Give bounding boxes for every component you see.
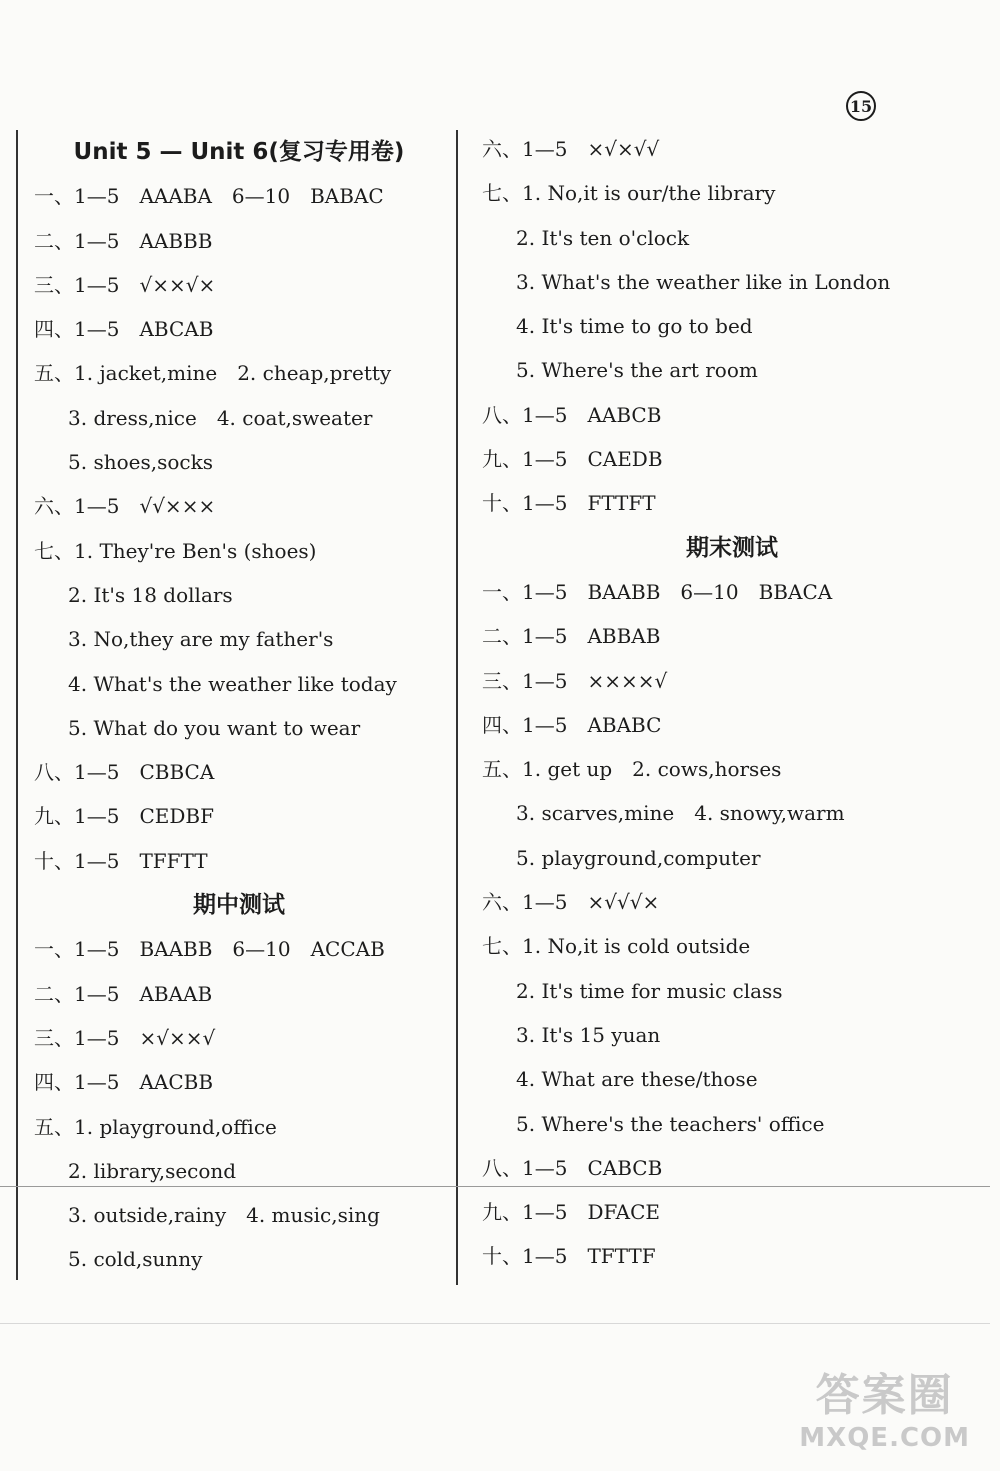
answer-line: 4. What's the weather like today [68,671,397,696]
answer-line: 六、1—5 ×√×√√ [482,137,660,161]
answer-line: 七、1. No,it is cold outside [482,934,751,959]
answer-line: 一、1—5 AAABA 6—10 BABAC [34,184,384,209]
answer-line: 五、1. playground,office [34,1114,277,1139]
answer-line: 5. Where's the teachers' office [516,1111,825,1136]
answer-line: 八、1—5 CABCB [482,1155,663,1180]
answer-line: 七、1. They're Ben's (shoes) [34,538,317,563]
answer-line: 二、1—5 AABBB [34,228,213,253]
answer-line: 九、1—5 CEDBF [34,804,214,829]
page-number: 15 [846,91,876,121]
answer-line: 七、1. No,it is our/the library [482,181,776,206]
section-title: 期末测试 [686,534,778,561]
watermark-logo: 答案圈 [815,1370,954,1421]
answer-line: 二、1—5 ABAAB [34,981,213,1006]
watermark-url: MXQE.COM [799,1423,970,1453]
answer-line: 九、1—5 CAEDB [482,447,663,472]
answer-line: 5. playground,computer [516,845,761,870]
answer-line: 2. library,second [68,1158,237,1183]
answer-line: 十、1—5 FTTFT [482,491,656,516]
answer-line: 五、1. get up 2. cows,horses [482,757,782,782]
answer-line: 5. shoes,socks [68,450,213,475]
answer-line: 十、1—5 TFTTF [482,1244,656,1269]
section-title: Unit 5 — Unit 6(复习专用卷) [73,139,405,165]
answer-line: 三、1—5 ××××√ [482,668,668,693]
left-column [34,130,444,1282]
left-margin-line [16,130,18,1280]
answer-line: 十、1—5 TFFTT [34,848,208,873]
answer-line: 3. dress,nice 4. coat,sweater [68,405,373,430]
answer-line: 四、1—5 ABABC [482,712,662,737]
answer-line: 四、1—5 AACBB [34,1070,214,1095]
answer-line: 4. What are these/those [516,1067,758,1092]
answer-line: 3. outside,rainy 4. music,sing [68,1203,380,1228]
answer-line: 3. What's the weather like in London [516,269,891,294]
answer-line: 5. Where's the art room [516,358,758,383]
footer-rule [0,1323,990,1324]
answer-line: 一、1—5 BAABB 6—10 ACCAB [34,937,385,962]
answer-line: 3. It's 15 yuan [516,1022,661,1047]
section-title: 期中测试 [193,892,285,919]
answer-line: 3. No,they are my father's [68,627,334,652]
answer-line: 一、1—5 BAABB 6—10 BBACA [482,579,833,604]
answer-line: 五、1. jacket,mine 2. cheap,pretty [34,361,392,386]
watermark [799,1359,970,1453]
right-column [482,127,982,1279]
answer-line: 3. scarves,mine 4. snowy,warm [516,801,845,826]
answer-line: 5. What do you want to wear [68,715,361,740]
answer-line: 三、1—5 √××√× [34,272,216,297]
answer-line: 4. It's time to go to bed [516,314,753,339]
answer-line: 2. It's ten o'clock [516,225,690,250]
answer-line: 三、1—5 ×√××√ [34,1025,216,1050]
answer-line: 二、1—5 ABBAB [482,624,661,649]
answer-line: 六、1—5 √√××× [34,494,216,519]
answer-line: 四、1—5 ABCAB [34,317,214,342]
answer-line: 八、1—5 AABCB [482,402,662,427]
answer-line: 六、1—5 ×√√√× [482,890,660,915]
answer-line: 八、1—5 CBBCA [34,760,215,785]
answer-line: 九、1—5 DFACE [482,1200,660,1225]
answer-line: 2. It's time for music class [516,978,783,1003]
column-divider [456,130,458,1285]
answer-line: 2. It's 18 dollars [68,582,233,607]
answer-line: 5. cold,sunny [68,1247,203,1272]
